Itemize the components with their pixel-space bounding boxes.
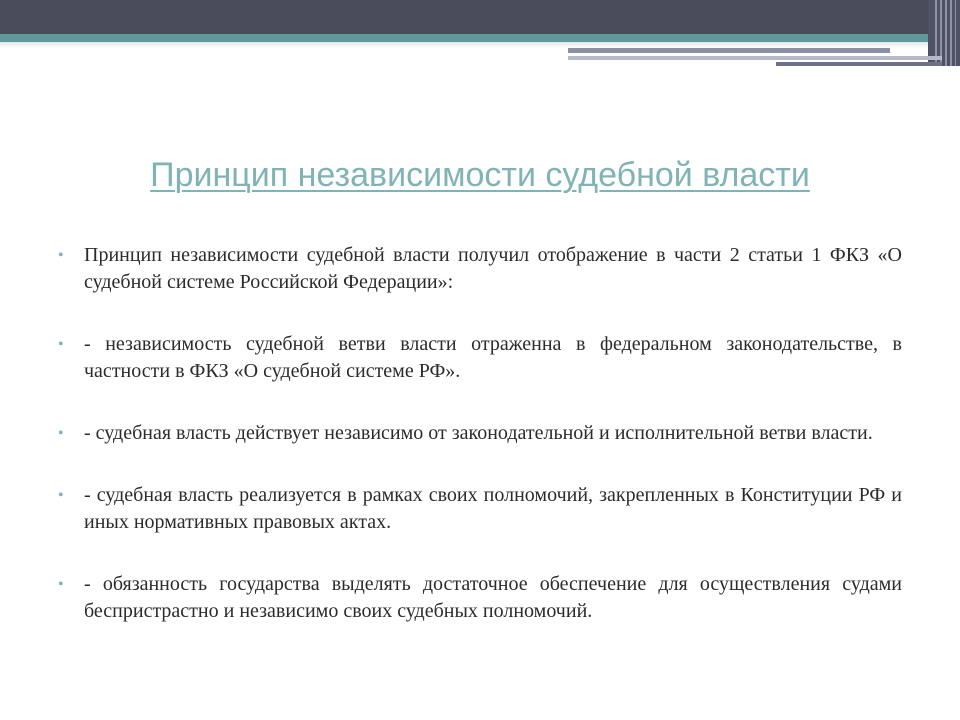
bullet-dot-icon: •	[58, 487, 64, 504]
header-band	[0, 0, 960, 34]
bullet-item	[56, 331, 902, 385]
bullet-dot-icon: •	[58, 336, 64, 353]
bullet-item	[56, 571, 902, 625]
bullet-item	[56, 420, 902, 447]
bullet-text: Принцип независимости судебной власти получил отображение в части 2 статьи 1 ФКЗ «О судебной системе Российской Федерации»:	[84, 244, 902, 293]
bullet-dot-icon: •	[58, 576, 64, 593]
bullet-dot-icon: •	[58, 247, 64, 264]
bullet-list	[56, 242, 902, 660]
decorative-line	[776, 62, 942, 66]
bullet-text: - независимость судебной ветви власти отраженна в федеральном законодательстве, в частности в ФКЗ «О судебной системе РФ».	[84, 333, 902, 382]
decorative-line	[568, 48, 890, 53]
bullet-text: - судебная власть реализуется в рамках своих полномочий, закрепленных в Конституции РФ и иных нормативных правовых актах.	[84, 484, 902, 533]
bullet-text: - обязанность государства выделять достаточное обеспечение для осуществления судами беспристрастно и независимо своих судебных полномочий.	[84, 573, 902, 622]
bullet-dot-icon: •	[58, 425, 64, 442]
bullet-text: - судебная власть действует независимо от законодательной и исполнительной ветви власти.	[84, 422, 873, 444]
header-accent-stripe	[0, 34, 960, 42]
bullet-item	[56, 482, 902, 536]
slide-title: Принцип независимости судебной власти	[150, 156, 810, 194]
bullet-item	[56, 242, 902, 296]
decorative-line	[568, 56, 942, 60]
